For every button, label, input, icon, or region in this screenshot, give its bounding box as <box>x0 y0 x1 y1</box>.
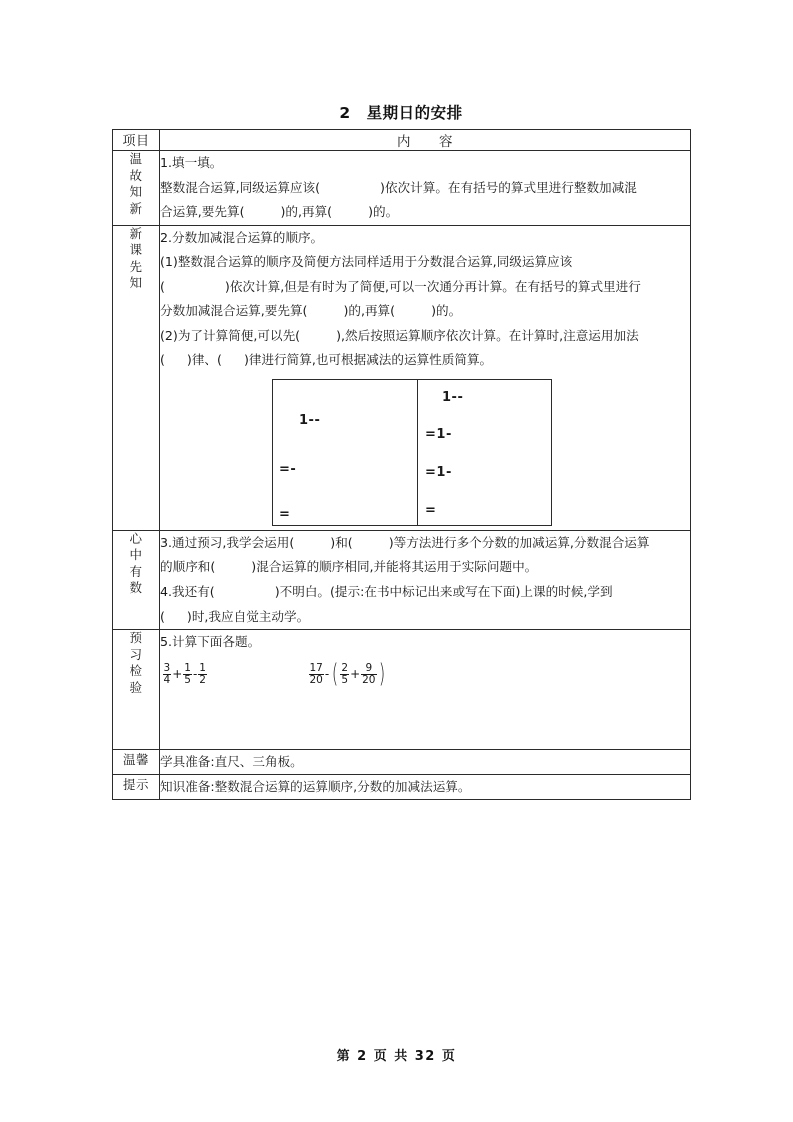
section-body-newlesson <box>160 225 691 530</box>
newlesson-line-1: 2.分数加减混合运算的顺序。 <box>160 229 324 245</box>
section-label-understanding <box>113 530 160 629</box>
section-body-review <box>160 151 691 226</box>
operator: - <box>192 667 198 682</box>
review-line-2 <box>160 176 690 201</box>
section-body-exercises <box>160 630 691 750</box>
review-line-3-c: )的。 <box>368 204 399 220</box>
understanding-line-4-b: )时,我应自觉主动学。 <box>186 608 310 624</box>
paren-close: ) <box>378 659 386 690</box>
expression-2 <box>308 659 387 690</box>
understanding-line-3-a: 4.我还有( <box>160 584 215 600</box>
understanding-line-1 <box>160 531 690 556</box>
fraction: $\frac{1}{2}$ <box>199 661 206 687</box>
operator: + <box>350 667 361 682</box>
understanding-line-3 <box>160 580 690 605</box>
table-row-exercises <box>113 630 691 750</box>
page-title: 2 星期日的安排 <box>339 104 463 122</box>
review-line-3-b: )的,再算( <box>280 204 333 220</box>
newlesson-line-6 <box>160 348 690 373</box>
header-cell-content: 内 容 <box>160 130 691 151</box>
tips-body-materials: 学具准备:直尺、三角板。 <box>160 749 691 774</box>
newlesson-line-6-a: ( <box>160 352 165 368</box>
operator: - <box>324 667 330 682</box>
newlesson-line-4 <box>160 299 690 324</box>
worked-example-box <box>272 379 552 526</box>
section-label-review-text: 温故知新 <box>129 151 143 216</box>
worked-example-column-left <box>273 380 418 525</box>
section-body-understanding <box>160 530 691 629</box>
understanding-line-1-a: 3.通过预习,我学会运用( <box>160 534 295 550</box>
worked-line: =1- <box>425 426 452 442</box>
table-row-newlesson <box>113 225 691 530</box>
header-cell-item: 项目 <box>113 130 160 151</box>
newlesson-line-4-b: )的,再算( <box>343 303 396 319</box>
understanding-line-1-b: )和( <box>330 534 353 550</box>
understanding-line-2-b: )混合运算的顺序相同,并能将其运用于实际问题中。 <box>251 559 538 575</box>
newlesson-line-2: (1)整数混合运算的顺序及简便方法同样适用于分数混合运算,同级运算应该 <box>160 254 573 270</box>
review-line-2-a: 整数混合运算,同级运算应该( <box>160 179 321 195</box>
expression-1 <box>162 663 207 688</box>
newlesson-line-5 <box>160 324 690 349</box>
table-header-row <box>113 130 691 151</box>
fraction: $\frac{17}{20}$ <box>309 661 323 687</box>
review-line-3 <box>160 200 690 225</box>
newlesson-line-4-c: )的。 <box>431 303 462 319</box>
understanding-line-1-c: )等方法进行多个分数的加减运算,分数混合运算 <box>388 534 650 550</box>
exercise-expressions <box>160 661 690 749</box>
table-row-understanding <box>113 530 691 629</box>
newlesson-line-4-a: 分数加减混合运算,要先算( <box>160 303 308 319</box>
review-line-2-b: )依次计算。在有括号的算式里进行整数加减混 <box>380 179 637 195</box>
newlesson-line-3 <box>160 275 690 300</box>
section-label-exercises <box>113 630 160 750</box>
fraction: $\frac{3}{4}$ <box>163 661 171 687</box>
section-label-review <box>113 151 160 226</box>
table-row-tips-2 <box>113 774 691 799</box>
paren-open: ( <box>331 659 338 690</box>
newlesson-line-3-b: )依次计算,但是有时为了简便,可以一次通分再计算。在有括号的算式里进行 <box>224 278 641 294</box>
worked-line: 1-- <box>299 412 321 428</box>
lesson-preview-table <box>112 129 691 800</box>
worked-line: = <box>425 502 437 518</box>
exercises-instruction: 5.计算下面各题。 <box>160 634 261 650</box>
worked-line: 1-- <box>442 389 464 405</box>
understanding-line-4-a: ( <box>160 608 165 624</box>
operator: + <box>172 667 183 682</box>
understanding-line-4 <box>160 605 690 630</box>
tips-label-line-2: 提示 <box>113 774 160 799</box>
review-line-3-a: 合运算,要先算( <box>160 204 245 220</box>
section-label-exercises-text: 预习检验 <box>129 630 143 695</box>
understanding-line-3-b: )不明白。(提示:在书中标记出来或写在下面)上课的时候,学到 <box>274 584 613 600</box>
section-label-understanding-text: 心中有数 <box>129 530 143 596</box>
review-line-1: 1.填一填。 <box>160 155 223 170</box>
table-row-tips-1 <box>113 749 691 774</box>
worked-line: = <box>279 506 291 522</box>
fraction: $\frac{9}{20}$ <box>362 661 376 687</box>
worked-example-column-right <box>418 380 551 525</box>
section-label-newlesson <box>113 225 160 530</box>
worked-example-wrapper <box>160 373 690 530</box>
fraction: $\frac{2}{5}$ <box>341 661 349 687</box>
newlesson-line-5-a: (2)为了计算简便,可以先( <box>160 327 301 343</box>
newlesson-line-5-b: ),然后按照运算顺序依次计算。在计算时,注意运用加法 <box>336 327 639 343</box>
fraction: $\frac{1}{5}$ <box>184 661 191 687</box>
newlesson-line-6-b: )律、( <box>186 352 222 368</box>
table-row-review <box>113 151 691 226</box>
newlesson-line-3-a: ( <box>160 278 165 294</box>
section-label-newlesson-text: 新课先知 <box>129 225 143 291</box>
page-footer: 第 2 页 共 32 页 <box>336 1049 457 1064</box>
understanding-line-2 <box>160 555 690 580</box>
worked-line: =- <box>279 461 297 477</box>
tips-label-line-1: 温馨 <box>113 749 160 774</box>
worked-line: =1- <box>425 464 452 480</box>
tips-body-knowledge: 知识准备:整数混合运算的运算顺序,分数的加减法运算。 <box>160 774 691 799</box>
newlesson-line-6-c: )律进行简算,也可根据减法的运算性质简算。 <box>243 352 493 368</box>
understanding-line-2-a: 的顺序和( <box>160 559 216 575</box>
